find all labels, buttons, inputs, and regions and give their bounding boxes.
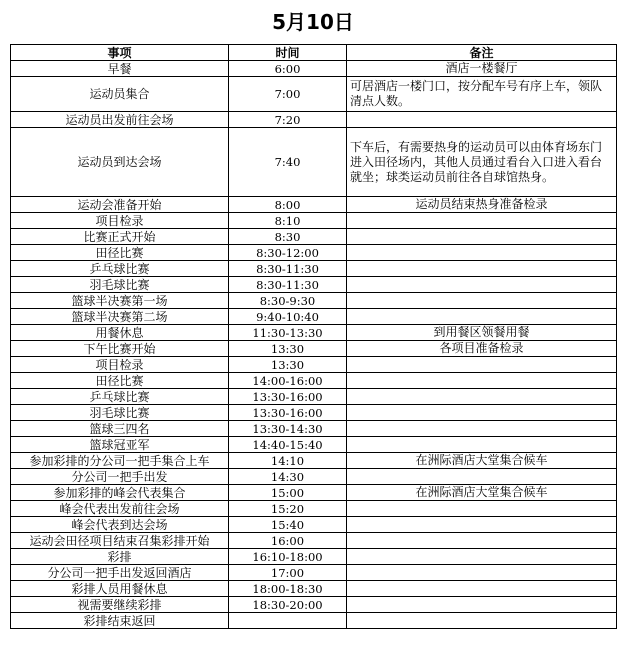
- table-row: [11, 309, 617, 325]
- event-cell: 乒乓球比赛: [11, 261, 229, 277]
- event-cell: 峰会代表出发前往会场: [11, 501, 229, 517]
- table-row: [11, 517, 617, 533]
- time-cell: 15:40: [229, 517, 347, 533]
- time-cell: 8:10: [229, 213, 347, 229]
- event-cell: 参加彩排的峰会代表集合: [11, 485, 229, 501]
- event-cell: 运动员到达会场: [11, 128, 229, 197]
- time-cell: [229, 613, 347, 629]
- header-time: 时间: [229, 45, 347, 61]
- note-cell: 酒店一楼餐厅: [347, 61, 617, 77]
- note-cell: [347, 549, 617, 565]
- time-cell: 14:10: [229, 453, 347, 469]
- header-row: [11, 45, 617, 61]
- time-cell: 9:40-10:40: [229, 309, 347, 325]
- header-event: 事项: [11, 45, 229, 61]
- time-cell: 8:30-9:30: [229, 293, 347, 309]
- table-row: [11, 357, 617, 373]
- event-cell: 田径比赛: [11, 245, 229, 261]
- event-cell: 彩排人员用餐休息: [11, 581, 229, 597]
- table-row: [11, 597, 617, 613]
- event-cell: 彩排: [11, 549, 229, 565]
- event-cell: 运动员出发前往会场: [11, 112, 229, 128]
- table-row: [11, 389, 617, 405]
- note-cell: [347, 533, 617, 549]
- note-cell: 在洲际酒店大堂集合候车: [347, 453, 617, 469]
- time-cell: 8:30: [229, 229, 347, 245]
- table-row: [11, 77, 617, 112]
- event-cell: 运动会准备开始: [11, 197, 229, 213]
- table-row: [11, 549, 617, 565]
- event-cell: 篮球冠亚军: [11, 437, 229, 453]
- event-cell: 运动员集合: [11, 77, 229, 112]
- event-cell: 项目检录: [11, 213, 229, 229]
- table-row: [11, 112, 617, 128]
- event-cell: 篮球半决赛第二场: [11, 309, 229, 325]
- table-row: [11, 437, 617, 453]
- note-cell: [347, 469, 617, 485]
- note-cell: [347, 565, 617, 581]
- time-cell: 17:00: [229, 565, 347, 581]
- note-cell: [347, 581, 617, 597]
- note-cell: [347, 405, 617, 421]
- schedule-body: [11, 61, 617, 629]
- table-row: [11, 341, 617, 357]
- table-row: [11, 128, 617, 197]
- page-title: 5月10日: [272, 10, 354, 34]
- time-cell: 15:20: [229, 501, 347, 517]
- note-cell: [347, 501, 617, 517]
- time-cell: 8:30-12:00: [229, 245, 347, 261]
- time-cell: 13:30-16:00: [229, 389, 347, 405]
- note-cell: [347, 613, 617, 629]
- note-cell: [347, 597, 617, 613]
- time-cell: 11:30-13:30: [229, 325, 347, 341]
- table-row: [11, 469, 617, 485]
- table-row: [11, 533, 617, 549]
- event-cell: 比赛正式开始: [11, 229, 229, 245]
- note-cell: [347, 213, 617, 229]
- note-cell: [347, 421, 617, 437]
- table-row: [11, 213, 617, 229]
- time-cell: 16:10-18:00: [229, 549, 347, 565]
- table-row: [11, 325, 617, 341]
- time-cell: 18:30-20:00: [229, 597, 347, 613]
- event-cell: 早餐: [11, 61, 229, 77]
- time-cell: 6:00: [229, 61, 347, 77]
- note-cell: [347, 309, 617, 325]
- event-cell: 乒乓球比赛: [11, 389, 229, 405]
- note-cell: [347, 517, 617, 533]
- table-row: [11, 421, 617, 437]
- note-cell: [347, 373, 617, 389]
- event-cell: 彩排结束返回: [11, 613, 229, 629]
- table-row: [11, 485, 617, 501]
- table-row: [11, 197, 617, 213]
- event-cell: 峰会代表到达会场: [11, 517, 229, 533]
- time-cell: 7:40: [229, 128, 347, 197]
- note-cell: [347, 229, 617, 245]
- time-cell: 8:00: [229, 197, 347, 213]
- table-row: [11, 613, 617, 629]
- time-cell: 13:30-16:00: [229, 405, 347, 421]
- event-cell: 篮球三四名: [11, 421, 229, 437]
- time-cell: 7:00: [229, 77, 347, 112]
- event-cell: 羽毛球比赛: [11, 277, 229, 293]
- note-cell: [347, 245, 617, 261]
- table-row: [11, 373, 617, 389]
- table-row: [11, 293, 617, 309]
- note-cell: 下车后，有需要热身的运动员可以由体育场东门进入田径场内，其他人员通过看台入口进入看台就坐；球类运动员前往各自球馆热身。: [347, 128, 617, 197]
- table-row: [11, 229, 617, 245]
- time-cell: 15:00: [229, 485, 347, 501]
- note-cell: [347, 261, 617, 277]
- note-cell: [347, 437, 617, 453]
- time-cell: 13:30: [229, 357, 347, 373]
- note-cell: [347, 357, 617, 373]
- event-cell: 篮球半决赛第一场: [11, 293, 229, 309]
- time-cell: 13:30: [229, 341, 347, 357]
- table-row: [11, 245, 617, 261]
- table-row: [11, 581, 617, 597]
- table-row: [11, 61, 617, 77]
- event-cell: 下午比赛开始: [11, 341, 229, 357]
- event-cell: 分公司一把手出发返回酒店: [11, 565, 229, 581]
- time-cell: 8:30-11:30: [229, 277, 347, 293]
- note-cell: 到用餐区领餐用餐: [347, 325, 617, 341]
- table-row: [11, 261, 617, 277]
- event-cell: 项目检录: [11, 357, 229, 373]
- table-row: [11, 565, 617, 581]
- event-cell: 视需要继续彩排: [11, 597, 229, 613]
- event-cell: 运动会田径项目结束召集彩排开始: [11, 533, 229, 549]
- table-row: [11, 501, 617, 517]
- time-cell: 14:30: [229, 469, 347, 485]
- time-cell: 8:30-11:30: [229, 261, 347, 277]
- table-row: [11, 453, 617, 469]
- time-cell: 16:00: [229, 533, 347, 549]
- table-row: [11, 277, 617, 293]
- time-cell: 7:20: [229, 112, 347, 128]
- event-cell: 参加彩排的分公司一把手集合上车: [11, 453, 229, 469]
- table-row: [11, 405, 617, 421]
- note-cell: 运动员结束热身准备检录: [347, 197, 617, 213]
- event-cell: 用餐休息: [11, 325, 229, 341]
- schedule-table: [10, 44, 617, 629]
- time-cell: 14:40-15:40: [229, 437, 347, 453]
- time-cell: 18:00-18:30: [229, 581, 347, 597]
- note-cell: [347, 112, 617, 128]
- header-note: 备注: [347, 45, 617, 61]
- note-cell: 可居酒店一楼门口，按分配车号有序上车，领队清点人数。: [347, 77, 617, 112]
- event-cell: 田径比赛: [11, 373, 229, 389]
- note-cell: [347, 277, 617, 293]
- note-cell: 各项目准备检录: [347, 341, 617, 357]
- event-cell: 分公司一把手出发: [11, 469, 229, 485]
- time-cell: 13:30-14:30: [229, 421, 347, 437]
- time-cell: 14:00-16:00: [229, 373, 347, 389]
- note-cell: [347, 389, 617, 405]
- note-cell: [347, 293, 617, 309]
- note-cell: 在洲际酒店大堂集合候车: [347, 485, 617, 501]
- event-cell: 羽毛球比赛: [11, 405, 229, 421]
